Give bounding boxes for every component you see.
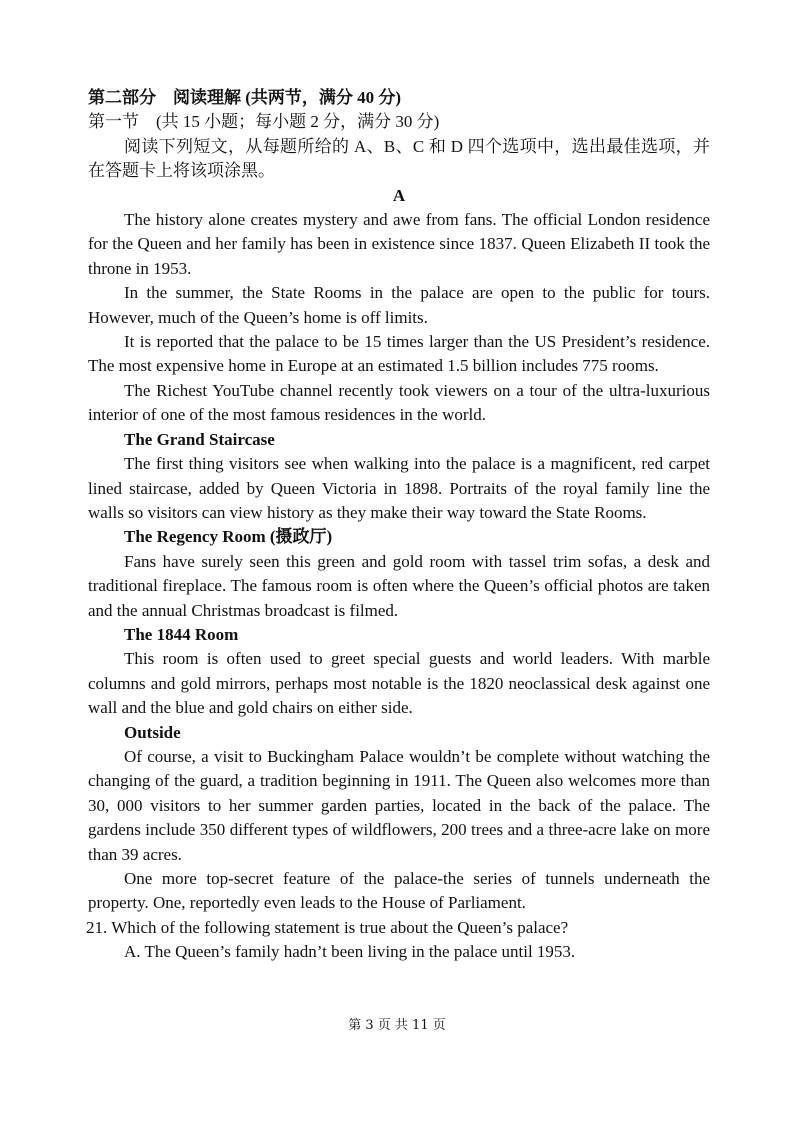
paragraph-9: One more top-secret feature of the palace-the series of tunnels underneath the property. One, reportedly even leads to the House of Parliament. xyxy=(88,869,710,913)
page-footer: 第 3 页 共 11 页 xyxy=(348,1018,446,1033)
paragraph-6: Fans have surely seen this green and gold room with tassel trim sofas, a desk and traditional fireplace. The famous room is often where the Queen’s official photos are taken and the annual Christmas broadcast is filmed. xyxy=(88,551,710,620)
paragraph-7: This room is often used to greet special guests and world leaders. With marble columns and gold mirrors, perhaps most notable is the 1820 neoclassical desk against one wall and the blue and gold chairs on either side. xyxy=(88,649,710,718)
heading-regency-room: The Regency Room (摄政厅) xyxy=(124,527,333,547)
paragraph-2: In the summer, the State Rooms in the palace are open to the public for tours. However, much of the Queen’s home is off limits. xyxy=(88,283,710,327)
section-title: 第二部分 阅读理解 (共两节，满分 40 分) xyxy=(88,88,402,107)
passage-letter: A xyxy=(392,185,406,205)
heading-outside: Outside xyxy=(124,722,181,742)
heading-1844-room: The 1844 Room xyxy=(124,624,239,644)
question-21-option-a: A. The Queen’s family hadn’t been living in the palace until 1953. xyxy=(124,942,576,962)
document-page xyxy=(88,86,710,965)
paragraph-5: The first thing visitors see when walking into the palace is a magnificent, red carpet lined staircase, added by Queen Victoria in 1898. Portraits of the royal family line the walls so visitors can view history as they make their way toward the State Rooms. xyxy=(88,454,710,522)
paragraph-4: The Richest YouTube channel recently took viewers on a tour of the ultra-luxurious interior of one of the most famous residences in the world. xyxy=(88,380,710,425)
question-21: 21. Which of the following statement is true about the Queen’s palace? xyxy=(86,917,569,937)
instructions: 阅读下列短文，从每题所给的 A、B、C 和 D 四个选项中，选出最佳选项，并在答题卡上将该项涂黑。 xyxy=(88,136,710,181)
paragraph-8: Of course, a visit to Buckingham Palace wouldn’t be complete without watching the changing of the guard, a tradition beginning in 1911. The Queen also welcomes more than 30, 000 visitors to her summer garden parties, located in the back of the palace. The gardens include 350 different types of wildflowers, 200 trees and a three-acre lake on more than 39 acres. xyxy=(88,746,710,864)
heading-grand-staircase: The Grand Staircase xyxy=(124,429,275,449)
subsection-title: 第一节 (共 15 小题；每小题 2 分，满分 30 分) xyxy=(88,112,440,132)
paragraph-3: It is reported that the palace to be 15 times larger than the US President’s residence. The most expensive home in Europe at an estimated 1.5 billion includes 775 rooms. xyxy=(88,332,710,376)
paragraph-1: The history alone creates mystery and awe from fans. The official London residence for the Queen and her family has been in existence since 1837. Queen Elizabeth II took the throne in 1953. xyxy=(88,210,710,278)
